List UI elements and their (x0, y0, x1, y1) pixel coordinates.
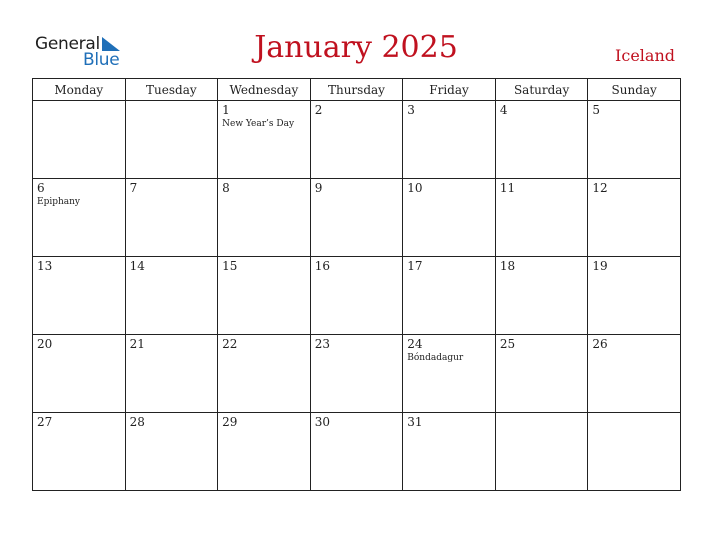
day-number: 9 (314, 181, 323, 195)
holiday-label: Epiphany (37, 197, 81, 207)
logo-text-blue: Blue (83, 50, 120, 70)
day-number: 3 (407, 103, 415, 117)
day-cell (125, 101, 218, 179)
country-label: Iceland (615, 46, 675, 65)
week-row (33, 257, 681, 335)
day-cell (310, 257, 403, 335)
day-number: 24 (407, 337, 423, 351)
day-number: 11 (499, 181, 516, 195)
weekday-header-row (33, 79, 681, 101)
day-cell (588, 413, 681, 491)
day-number (588, 413, 680, 415)
day-number: 5 (592, 103, 601, 117)
week-row (33, 101, 681, 179)
day-number: 14 (129, 259, 145, 273)
day-cell (310, 179, 403, 257)
day-cell (495, 257, 588, 335)
day-cell (218, 101, 311, 179)
week-row (33, 179, 681, 257)
day-cell (310, 335, 403, 413)
day-cell (33, 335, 126, 413)
day-cell (310, 101, 403, 179)
month-calendar (32, 78, 681, 491)
day-cell (495, 179, 588, 257)
day-cell (125, 335, 218, 413)
day-cell (495, 413, 588, 491)
calendar-title: January 2025 (254, 30, 458, 65)
week-row (33, 335, 681, 413)
day-number (33, 101, 125, 103)
day-cell (403, 179, 496, 257)
day-number: 23 (314, 337, 330, 351)
day-cell (588, 257, 681, 335)
day-cell (403, 101, 496, 179)
day-number: 10 (407, 181, 423, 195)
day-cell (33, 413, 126, 491)
day-number: 30 (314, 415, 330, 429)
day-number: 12 (592, 181, 608, 195)
day-number: 17 (407, 259, 423, 273)
day-number: 25 (499, 337, 516, 351)
day-number: 31 (407, 415, 423, 429)
day-cell (125, 413, 218, 491)
day-cell (218, 257, 311, 335)
holiday-label: Bóndadagur (407, 353, 464, 363)
day-cell (218, 179, 311, 257)
day-number (496, 413, 588, 415)
day-cell (125, 257, 218, 335)
day-cell (403, 335, 496, 413)
day-cell (310, 413, 403, 491)
weekday-header: Wednesday (218, 79, 311, 101)
day-cell (33, 179, 126, 257)
day-number: 16 (314, 259, 330, 273)
day-number: 18 (499, 259, 516, 273)
logo-text-general: General (35, 34, 100, 54)
day-number: 7 (129, 181, 138, 195)
day-number: 15 (222, 259, 238, 273)
day-number: 27 (37, 415, 53, 429)
day-cell (495, 101, 588, 179)
day-number: 6 (37, 181, 45, 195)
holiday-label: New Year’s Day (222, 119, 295, 129)
day-number: 2 (314, 103, 323, 117)
day-cell (403, 413, 496, 491)
day-cell (495, 335, 588, 413)
week-row (33, 413, 681, 491)
weekday-header: Friday (403, 79, 496, 101)
day-number: 28 (129, 415, 145, 429)
weekday-header: Tuesday (125, 79, 218, 101)
day-cell (125, 179, 218, 257)
day-cell (588, 335, 681, 413)
day-cell (588, 101, 681, 179)
day-number: 20 (37, 337, 53, 351)
day-cell (588, 179, 681, 257)
day-number: 4 (499, 103, 508, 117)
day-number: 8 (222, 181, 230, 195)
weekday-header: Monday (33, 79, 126, 101)
day-cell (218, 413, 311, 491)
weekday-header: Thursday (310, 79, 403, 101)
day-cell (33, 257, 126, 335)
weekday-header: Sunday (588, 79, 681, 101)
day-number: 29 (222, 415, 238, 429)
day-cell (403, 257, 496, 335)
day-number: 22 (222, 337, 238, 351)
day-cell (218, 335, 311, 413)
day-cell (33, 101, 126, 179)
day-number: 19 (592, 259, 608, 273)
day-number: 21 (129, 337, 145, 351)
day-number (126, 101, 218, 103)
day-number: 26 (592, 337, 608, 351)
day-number: 13 (37, 259, 53, 273)
weekday-header: Saturday (495, 79, 588, 101)
day-number: 1 (222, 103, 230, 117)
